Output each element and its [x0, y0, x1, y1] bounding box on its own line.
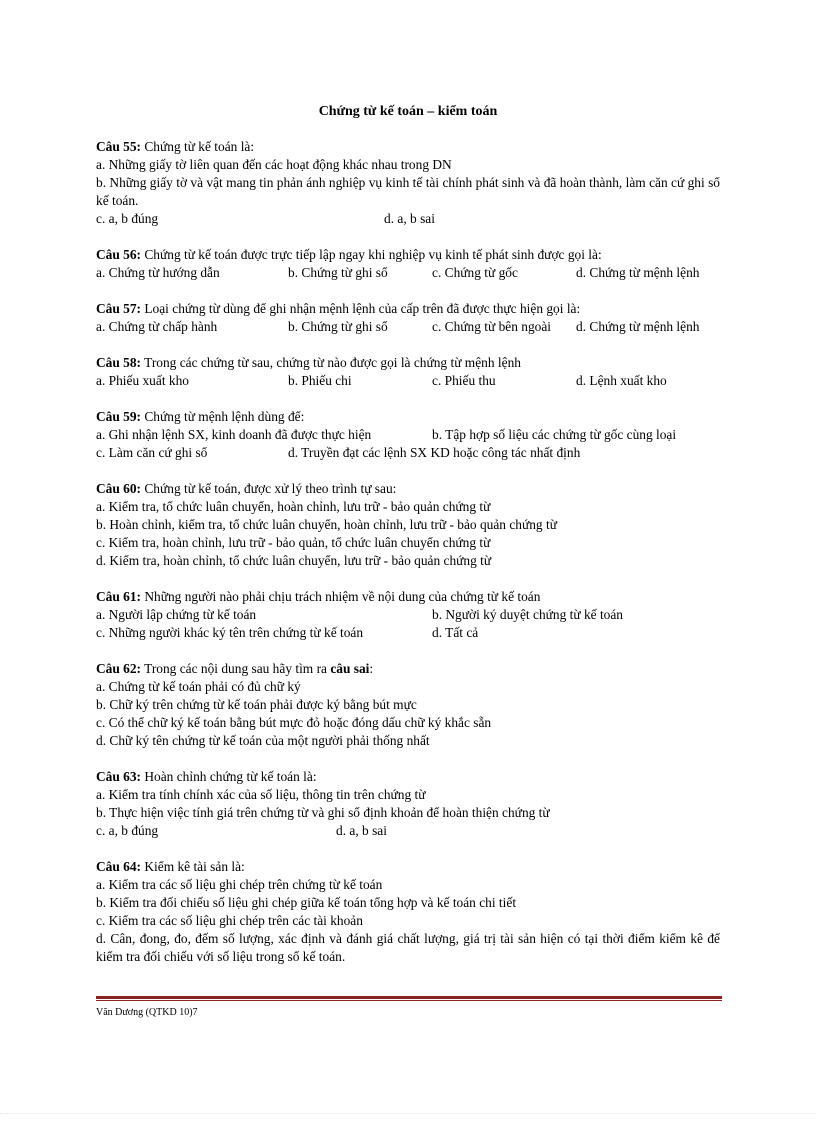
- options-row-2: [96, 624, 720, 642]
- option-c: c. a, b đúng: [96, 823, 159, 838]
- option-a: a. Phiếu xuất kho: [96, 373, 189, 388]
- option-a: a. Kiểm tra các số liệu ghi chép trên chứng từ kế toán: [96, 877, 383, 892]
- option-b: b. Những giấy tờ và vật mang tin phản ánh nghiệp vụ kinh tế tài chính phát sinh và đã hoàn thành, làm căn cứ ghi sổ kế toán.: [96, 175, 720, 208]
- options-row: [96, 210, 720, 228]
- question-60: [96, 480, 720, 570]
- question-64: [96, 858, 720, 966]
- option-b: b. Chứng từ ghi sổ: [288, 265, 388, 280]
- option-c: c. Phiếu thu: [432, 373, 496, 388]
- question-63-stem: Câu 63: Hoàn chỉnh chứng từ kế toán là:: [96, 769, 317, 784]
- question-56: [96, 246, 720, 282]
- option-d: d. Cân, đong, đo, đếm số lượng, xác định và đánh giá chất lượng, giá trị tài sản hiện có tại thời điểm kiểm kê để kiểm tra đối chiếu với số liệu trong sổ kế toán.: [96, 931, 720, 964]
- option-b: b. Chữ ký trên chứng từ kế toán phải được ký bằng bút mực: [96, 697, 417, 712]
- option-d: d. a, b sai: [336, 823, 387, 838]
- option-c: c. Làm căn cứ ghi sổ: [96, 445, 208, 460]
- question-58-stem: Câu 58: Trong các chứng từ sau, chứng từ nào được gọi là chứng từ mệnh lệnh: [96, 355, 521, 370]
- option-a: a. Chứng từ chấp hành: [96, 319, 218, 334]
- question-60-stem: Câu 60: Chứng từ kế toán, được xử lý theo trình tự sau:: [96, 481, 397, 496]
- option-d: d. Chữ ký tên chứng từ kế toán của một người phải thống nhất: [96, 733, 430, 748]
- option-a: a. Kiểm tra, tổ chức luân chuyển, hoàn chỉnh, lưu trữ - bảo quản chứng từ: [96, 499, 491, 514]
- question-61: [96, 588, 720, 642]
- question-62-stem: Câu 62: Trong các nội dung sau hãy tìm ra câu sai:: [96, 661, 374, 676]
- emphasis-wrong-answer: câu sai: [330, 661, 370, 676]
- option-c: c. Kiểm tra, hoàn chỉnh, lưu trữ - bảo quản, tổ chức luân chuyển chứng từ: [96, 535, 491, 550]
- options-row: [96, 822, 720, 840]
- option-a: a. Chứng từ hướng dẫn: [96, 265, 220, 280]
- question-55-stem: Câu 55: Chứng từ kế toán là:: [96, 139, 255, 154]
- option-b: b. Người ký duyệt chứng từ kế toán: [432, 607, 623, 622]
- option-a: a. Chứng từ kế toán phải có đủ chữ ký: [96, 679, 301, 694]
- option-d: d. Lệnh xuất kho: [576, 373, 667, 388]
- question-59: [96, 408, 720, 462]
- question-64-stem: Câu 64: Kiểm kê tài sản là:: [96, 859, 245, 874]
- option-c: c. a, b đúng: [96, 211, 159, 226]
- option-c: c. Chứng từ bên ngoài: [432, 319, 552, 334]
- option-a: a. Kiểm tra tính chính xác của số liệu, thông tin trên chứng từ: [96, 787, 426, 802]
- option-b: b. Chứng từ ghi sổ: [288, 319, 388, 334]
- options-row-1: [96, 426, 720, 444]
- option-d: d. a, b sai: [384, 211, 435, 226]
- option-d: d. Truyền đạt các lệnh SX KD hoặc công tác nhất định: [288, 445, 581, 460]
- question-63: [96, 768, 720, 840]
- question-59-stem: Câu 59: Chứng từ mệnh lệnh dùng để:: [96, 409, 305, 424]
- option-c: c. Những người khác ký tên trên chứng từ kế toán: [96, 625, 364, 640]
- option-c: c. Có thể chữ ký kế toán bằng bút mực đỏ hoặc đóng dấu chữ ký khắc sẵn: [96, 715, 492, 730]
- option-b: b. Hoàn chỉnh, kiểm tra, tổ chức luân chuyển, hoàn chỉnh, lưu trữ - bảo quản chứng từ: [96, 517, 557, 532]
- option-b: b. Kiểm tra đối chiếu số liệu ghi chép giữa kế toán tổng hợp và kế toán chi tiết: [96, 895, 517, 910]
- option-a: a. Ghi nhận lệnh SX, kinh doanh đã được thực hiện: [96, 427, 372, 442]
- option-d: d. Kiểm tra, hoàn chỉnh, tổ chức luân chuyển, lưu trữ - bảo quản chứng từ: [96, 553, 492, 568]
- option-b: b. Phiếu chi: [288, 373, 352, 388]
- option-a: a. Người lập chứng từ kế toán: [96, 607, 257, 622]
- question-57-stem: Câu 57: Loại chứng từ dùng để ghi nhận mệnh lệnh của cấp trên đã được thực hiện gọi là:: [96, 301, 581, 316]
- option-c: c. Kiểm tra các số liệu ghi chép trên các tài khoản: [96, 913, 363, 928]
- option-d: d. Chứng từ mệnh lệnh: [576, 265, 700, 280]
- footer-author: Văn Dương (QTKD 10)7: [96, 1007, 198, 1018]
- question-61-stem: Câu 61: Những người nào phải chịu trách nhiệm về nội dung của chứng từ kế toán: [96, 589, 541, 604]
- option-d: d. Tất cả: [432, 625, 479, 640]
- question-62: [96, 660, 720, 750]
- question-58: [96, 354, 720, 390]
- document-title: Chứng từ kế toán – kiểm toán: [318, 104, 498, 119]
- option-d: d. Chứng từ mệnh lệnh: [576, 319, 700, 334]
- options-row-2: [96, 444, 720, 462]
- question-list: [96, 138, 720, 984]
- question-56-stem: Câu 56: Chứng từ kế toán được trực tiếp lập ngay khi nghiệp vụ kinh tế phát sinh được gọi là:: [96, 247, 602, 262]
- option-c: c. Chứng từ gốc: [432, 265, 518, 280]
- question-57: [96, 300, 720, 336]
- footer-divider: [96, 996, 722, 1001]
- options-row-1: [96, 606, 720, 624]
- option-b: b. Thực hiện việc tính giá trên chứng từ và ghi sổ định khoản để hoàn thiện chứng từ: [96, 805, 550, 820]
- options-row: [96, 318, 720, 336]
- option-b: b. Tập hợp số liệu các chứng từ gốc cùng loại: [432, 427, 677, 442]
- page-bottom-border: [0, 1113, 816, 1114]
- question-55: [96, 138, 720, 228]
- options-row: [96, 372, 720, 390]
- options-row: [96, 264, 720, 282]
- option-a: a. Những giấy tờ liên quan đến các hoạt động khác nhau trong DN: [96, 157, 452, 172]
